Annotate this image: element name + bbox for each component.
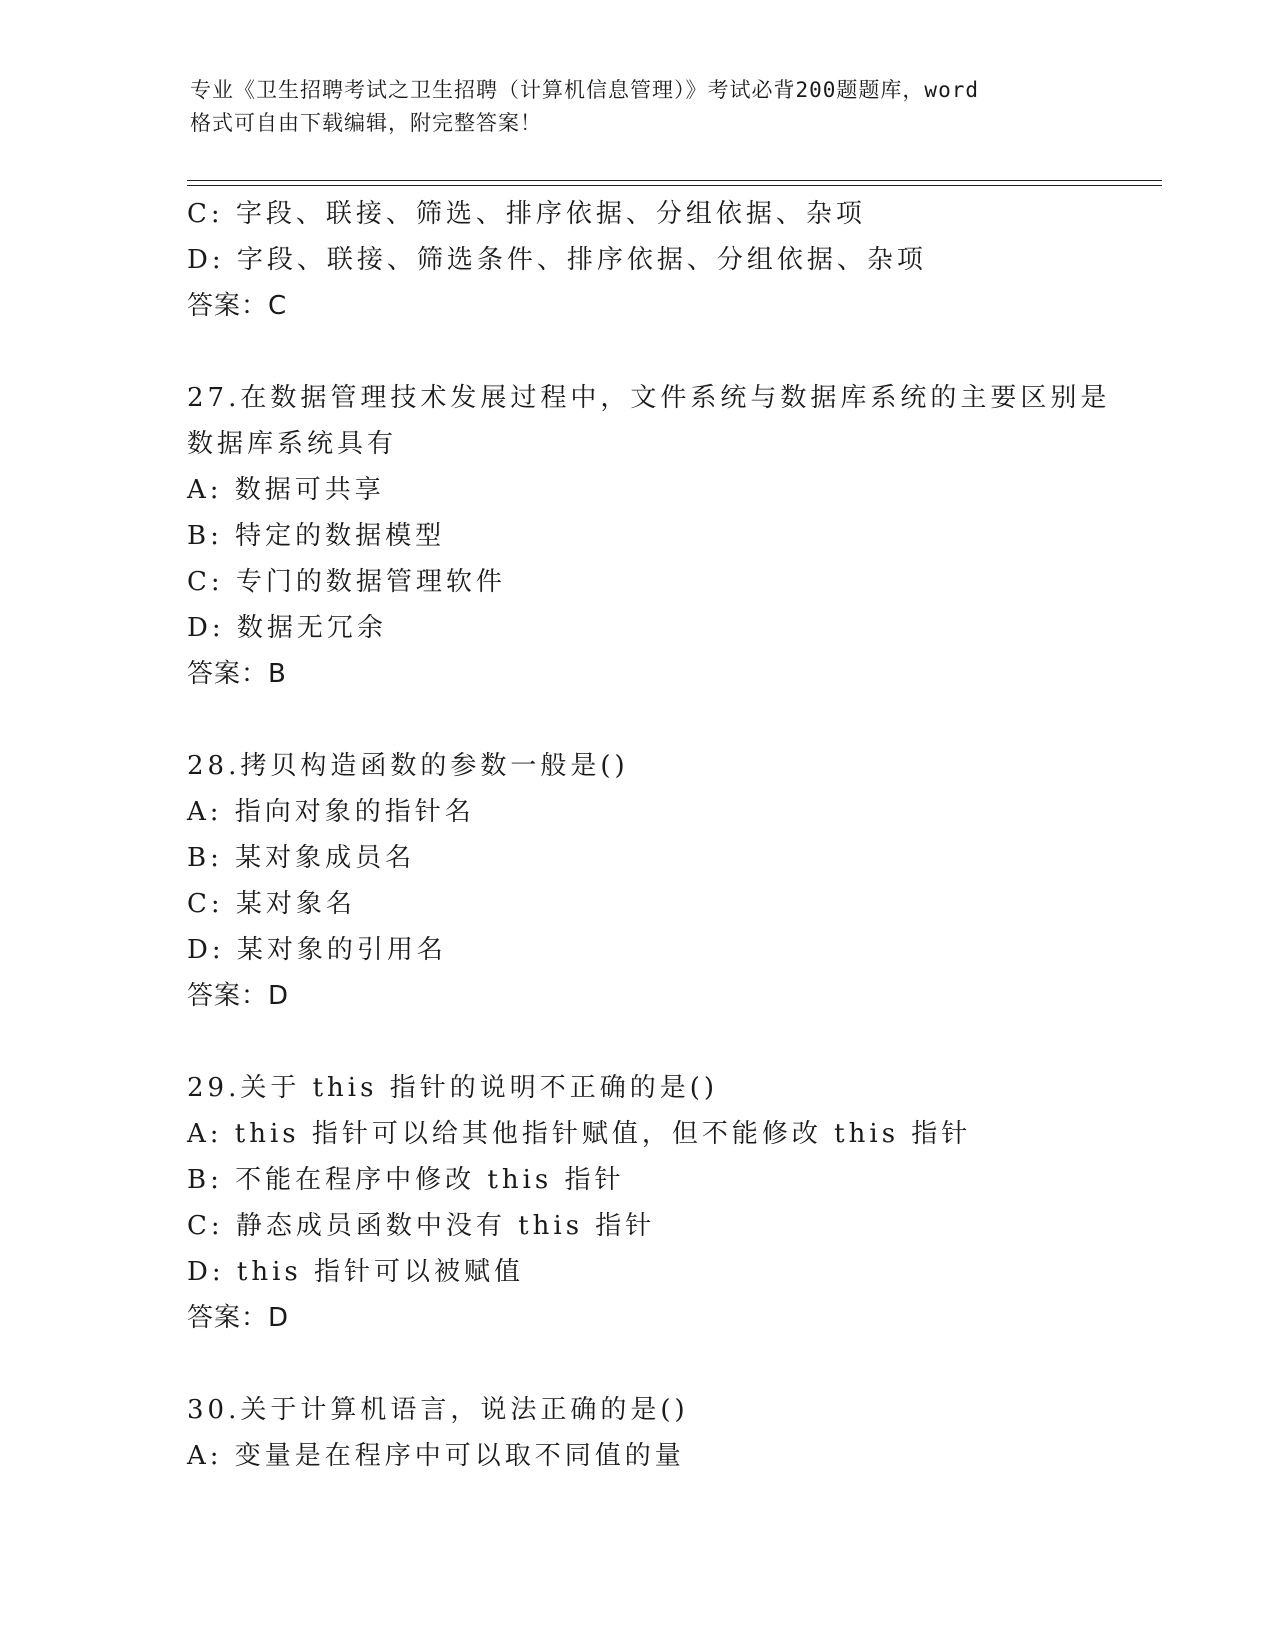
document-header [190, 74, 1090, 140]
header-line-1: 专业《卫生招聘考试之卫生招聘（计算机信息管理）》考试必背200题题库，word [190, 78, 979, 102]
answer-line: 答案：D [187, 981, 290, 1011]
question-stem-continued: 数据库系统具有 [187, 429, 398, 459]
question-stem: 30.关于计算机语言，说法正确的是() [187, 1395, 689, 1425]
question-fragment [187, 191, 1137, 329]
question-list [187, 191, 1137, 1479]
option-c: C: 静态成员函数中没有 this 指针 [187, 1211, 656, 1241]
option-d: D: this 指针可以被赋值 [187, 1257, 524, 1287]
option-b: B: 某对象成员名 [187, 843, 416, 873]
option-c: C: 字段、联接、筛选、排序依据、分组依据、杂项 [187, 199, 866, 229]
question-29 [187, 1065, 1137, 1341]
option-a: A: 指向对象的指针名 [187, 797, 475, 827]
header-divider-bottom [187, 185, 1162, 186]
spacer [187, 697, 1137, 743]
answer-line: 答案：B [187, 659, 287, 689]
option-a: A: 数据可共享 [187, 475, 385, 505]
spacer [187, 1019, 1137, 1065]
answer-line: 答案：C [187, 291, 288, 321]
option-d: D: 字段、联接、筛选条件、排序依据、分组依据、杂项 [187, 245, 927, 275]
option-b: B: 特定的数据模型 [187, 521, 446, 551]
header-line-2: 格式可自由下载编辑，附完整答案！ [190, 111, 542, 135]
option-b: B: 不能在程序中修改 this 指针 [187, 1165, 625, 1195]
question-27 [187, 375, 1137, 697]
question-stem: 27.在数据管理技术发展过程中，文件系统与数据库系统的主要区别是 [187, 383, 1111, 413]
question-30 [187, 1387, 1137, 1479]
option-a: A: 变量是在程序中可以取不同值的量 [187, 1441, 685, 1471]
option-d: D: 某对象的引用名 [187, 935, 447, 965]
answer-line: 答案：D [187, 1303, 290, 1333]
question-stem: 29.关于 this 指针的说明不正确的是() [187, 1073, 719, 1103]
option-a: A: this 指针可以给其他指针赋值，但不能修改 this 指针 [187, 1119, 972, 1149]
question-28 [187, 743, 1137, 1019]
option-c: C: 某对象名 [187, 889, 356, 919]
spacer [187, 329, 1137, 375]
question-stem: 28.拷贝构造函数的参数一般是() [187, 751, 629, 781]
header-divider-top [187, 180, 1162, 181]
option-c: C: 专门的数据管理软件 [187, 567, 506, 597]
option-d: D: 数据无冗余 [187, 613, 387, 643]
spacer [187, 1341, 1137, 1387]
